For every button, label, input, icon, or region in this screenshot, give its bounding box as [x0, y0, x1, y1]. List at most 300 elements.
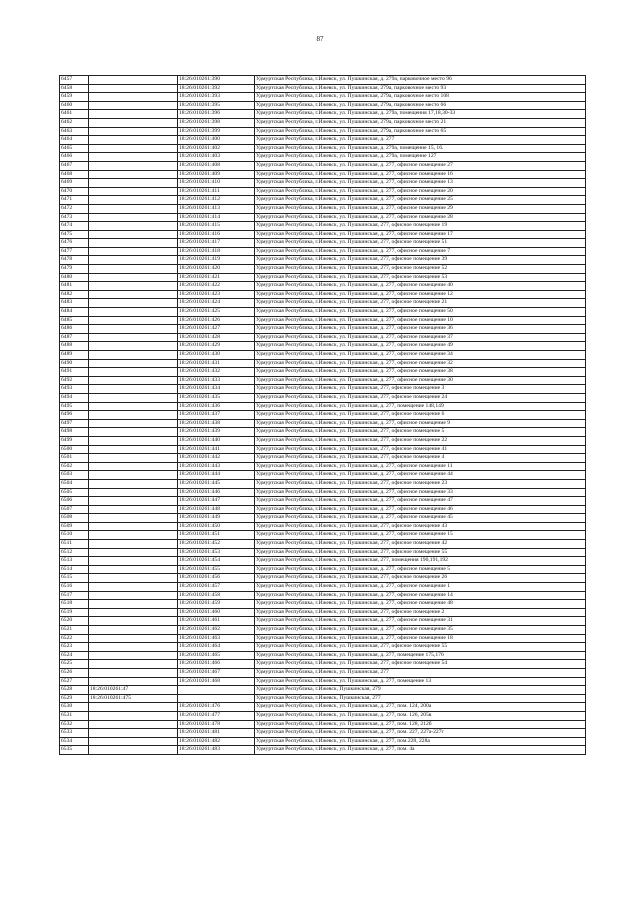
address-cell: Удмуртская Республика, г.Ижевск, ул. Пушкинская, д. 277, помещение 148,149	[255, 402, 586, 411]
address-cell: Удмуртская Республика, г.Ижевск, ул. Пушкинская, 277, офисное помещение 22	[255, 436, 586, 445]
cadastral-number-cell	[89, 488, 178, 497]
cadastral-number-cell	[89, 93, 178, 102]
row-number-cell: 6504	[60, 479, 89, 488]
room-cadastral-number-cell: 18:26:010261:417	[178, 239, 255, 248]
room-cadastral-number-cell: 18:26:010261:478	[178, 720, 255, 729]
room-cadastral-number-cell: 18:26:010261:420	[178, 265, 255, 274]
table-row	[60, 368, 586, 377]
cadastral-number-cell	[89, 436, 178, 445]
row-number-cell: 6487	[60, 333, 89, 342]
table-row	[60, 213, 586, 222]
row-number-cell: 6461	[60, 110, 89, 119]
room-cadastral-number-cell: 18:26:010261:456	[178, 574, 255, 583]
table-row	[60, 540, 586, 549]
row-number-cell: 6474	[60, 222, 89, 231]
table-row	[60, 548, 586, 557]
table-row	[60, 325, 586, 334]
cadastral-number-cell	[89, 600, 178, 609]
room-cadastral-number-cell: 18:26:010261:399	[178, 127, 255, 136]
table-row	[60, 488, 586, 497]
row-number-cell: 6513	[60, 557, 89, 566]
row-number-cell: 6523	[60, 643, 89, 652]
row-number-cell: 6530	[60, 703, 89, 712]
room-cadastral-number-cell: 18:26:010261:441	[178, 445, 255, 454]
table-row	[60, 351, 586, 360]
table-row	[60, 720, 586, 729]
room-cadastral-number-cell: 18:26:010261:423	[178, 290, 255, 299]
address-cell: Удмуртская Республика, г.Ижевск, ул. Пушкинская, д. 277, пом.228, 228а	[255, 737, 586, 746]
room-cadastral-number-cell: 18:26:010261:467	[178, 668, 255, 677]
table-row	[60, 479, 586, 488]
cadastral-number-cell	[89, 445, 178, 454]
address-cell: Удмуртская Республика, г.Ижевск, ул. Пушкинская, 277, офисное помещение 42	[255, 540, 586, 549]
cadastral-number-cell	[89, 393, 178, 402]
registry-table-body	[60, 76, 586, 755]
room-cadastral-number-cell: 18:26:010261:448	[178, 505, 255, 514]
room-cadastral-number-cell: 18:26:010261:413	[178, 204, 255, 213]
address-cell: Удмуртская Республика, г.Ижевск, ул. Пушкинская, д. 277, офисное помещение 28	[255, 213, 586, 222]
row-number-cell: 6464	[60, 136, 89, 145]
address-cell: Удмуртская Республика, г.Ижевск, ул. Пушкинская, 277, офисное помещение 39	[255, 256, 586, 265]
table-row	[60, 308, 586, 317]
address-cell: Удмуртская Республика, г.Ижевск, ул. Пушкинская, д. 277, помещение 13	[255, 677, 586, 686]
address-cell: Удмуртская Республика, г.Ижевск, ул. Пушкинская, д. 277, пом. 128, 212б	[255, 720, 586, 729]
room-cadastral-number-cell: 18:26:010261:395	[178, 101, 255, 110]
room-cadastral-number-cell: 18:26:010261:454	[178, 557, 255, 566]
row-number-cell: 6522	[60, 634, 89, 643]
room-cadastral-number-cell: 18:26:010261:434	[178, 385, 255, 394]
table-row	[60, 333, 586, 342]
room-cadastral-number-cell: 18:26:010261:409	[178, 170, 255, 179]
registry-table	[59, 75, 586, 755]
cadastral-number-cell	[89, 634, 178, 643]
room-cadastral-number-cell: 18:26:010261:412	[178, 196, 255, 205]
table-row	[60, 385, 586, 394]
table-row	[60, 600, 586, 609]
room-cadastral-number-cell: 18:26:010261:477	[178, 711, 255, 720]
address-cell: Удмуртская Республика, г.Ижевск, ул. Пушкинская, д. 277, пом. 126, 205в	[255, 711, 586, 720]
address-cell: Удмуртская Республика, г.Ижевск, ул. Пушкинская, 277, офисное помещение 6	[255, 411, 586, 420]
room-cadastral-number-cell: 18:26:010261:466	[178, 660, 255, 669]
cadastral-number-cell	[89, 204, 178, 213]
row-number-cell: 6490	[60, 359, 89, 368]
row-number-cell: 6463	[60, 127, 89, 136]
row-number-cell: 6512	[60, 548, 89, 557]
cadastral-number-cell	[89, 179, 178, 188]
cadastral-number-cell	[89, 419, 178, 428]
address-cell: Удмуртская Республика, г.Ижевск, ул. Пушкинская, д. 277, офисное помещение 17	[255, 230, 586, 239]
room-cadastral-number-cell: 18:26:010261:408	[178, 161, 255, 170]
address-cell: Удмуртская Республика, г.Ижевск, ул. Пушкинская, 277	[255, 668, 586, 677]
row-number-cell: 6526	[60, 668, 89, 677]
table-row	[60, 342, 586, 351]
row-number-cell: 6469	[60, 179, 89, 188]
cadastral-number-cell	[89, 359, 178, 368]
row-number-cell: 6467	[60, 161, 89, 170]
table-row	[60, 402, 586, 411]
room-cadastral-number-cell: 18:26:010261:439	[178, 428, 255, 437]
cadastral-number-cell	[89, 479, 178, 488]
cadastral-number-cell	[89, 256, 178, 265]
room-cadastral-number-cell: 18:26:010261:426	[178, 316, 255, 325]
room-cadastral-number-cell: 18:26:010261:451	[178, 531, 255, 540]
cadastral-number-cell	[89, 608, 178, 617]
room-cadastral-number-cell: 18:26:010261:390	[178, 76, 255, 85]
address-cell: Удмуртская Республика, г.Ижевск, ул. Пушкинская, д. 277, офисное помещение 7	[255, 247, 586, 256]
address-cell: Удмуртская Республика, г.Ижевск, ул. Пушкинская, д. 279а, помещение 15, 16.	[255, 144, 586, 153]
address-cell: Удмуртская Республика, г.Ижевск, ул. Пушкинская, д. 277, офисное помещение 32	[255, 359, 586, 368]
row-number-cell: 6532	[60, 720, 89, 729]
table-row	[60, 161, 586, 170]
room-cadastral-number-cell: 18:26:010261:458	[178, 591, 255, 600]
room-cadastral-number-cell: 18:26:010261:437	[178, 411, 255, 420]
row-number-cell: 6486	[60, 325, 89, 334]
row-number-cell: 6516	[60, 583, 89, 592]
address-cell: Удмуртская Республика, г.Ижевск, ул. Пушкинская, д. 277, офисное помещение 20	[255, 187, 586, 196]
table-row	[60, 660, 586, 669]
address-cell: Удмуртская Республика, г.Ижевск, ул. Пушкинская, 277, помещения 190,191,192	[255, 557, 586, 566]
room-cadastral-number-cell: 18:26:010261:462	[178, 626, 255, 635]
cadastral-number-cell	[89, 471, 178, 480]
cadastral-number-cell	[89, 711, 178, 720]
address-cell: Удмуртская Республика, г.Ижевск, ул. Пушкинская, д. 279а, парковочное место 96	[255, 76, 586, 85]
cadastral-number-cell	[89, 411, 178, 420]
room-cadastral-number-cell: 18:26:010261:460	[178, 608, 255, 617]
row-number-cell: 6502	[60, 462, 89, 471]
cadastral-number-cell	[89, 729, 178, 738]
cadastral-number-cell	[89, 617, 178, 626]
cadastral-number-cell	[89, 505, 178, 514]
cadastral-number-cell	[89, 746, 178, 755]
room-cadastral-number-cell: 18:26:010261:421	[178, 273, 255, 282]
row-number-cell: 6470	[60, 187, 89, 196]
room-cadastral-number-cell: 18:26:010261:476	[178, 703, 255, 712]
row-number-cell: 6483	[60, 299, 89, 308]
cadastral-number-cell	[89, 462, 178, 471]
table-row	[60, 531, 586, 540]
row-number-cell: 6525	[60, 660, 89, 669]
room-cadastral-number-cell: 18:26:010261:452	[178, 540, 255, 549]
row-number-cell: 6458	[60, 84, 89, 93]
table-row	[60, 686, 586, 695]
room-cadastral-number-cell: 18:26:010261:464	[178, 643, 255, 652]
address-cell: Удмуртская Республика, г.Ижевск, ул. Пушкинская, д. 277, помещение 175,176	[255, 651, 586, 660]
row-number-cell: 6477	[60, 247, 89, 256]
row-number-cell: 6535	[60, 746, 89, 755]
table-row	[60, 144, 586, 153]
row-number-cell: 6517	[60, 591, 89, 600]
row-number-cell: 6492	[60, 376, 89, 385]
cadastral-number-cell	[89, 76, 178, 85]
room-cadastral-number-cell: 18:26:010261:449	[178, 514, 255, 523]
room-cadastral-number-cell: 18:26:010261:457	[178, 583, 255, 592]
address-cell: Удмуртская Республика, г.Ижевск, ул. Пушкинская, 279а, парковочное место 66	[255, 101, 586, 110]
cadastral-number-cell	[89, 196, 178, 205]
table-row	[60, 256, 586, 265]
row-number-cell: 6480	[60, 273, 89, 282]
room-cadastral-number-cell: 18:26:010261:427	[178, 325, 255, 334]
address-cell: Удмуртская Республика, г.Ижевск, ул. Пушкинская, 277, офисное помещение 24	[255, 393, 586, 402]
cadastral-number-cell	[89, 282, 178, 291]
room-cadastral-number-cell: 18:26:010261:482	[178, 737, 255, 746]
table-row	[60, 110, 586, 119]
table-row	[60, 265, 586, 274]
table-row	[60, 127, 586, 136]
address-cell: Удмуртская Республика, г.Ижевск, Пушкинская, 277	[255, 694, 586, 703]
cadastral-number-cell	[89, 273, 178, 282]
address-cell: Удмуртская Республика, г.Ижевск, ул. Пушкинская, д. 277, офисное помещение 47	[255, 497, 586, 506]
row-number-cell: 6500	[60, 445, 89, 454]
row-number-cell: 6484	[60, 308, 89, 317]
room-cadastral-number-cell: 18:26:010261:432	[178, 368, 255, 377]
cadastral-number-cell	[89, 187, 178, 196]
table-row	[60, 118, 586, 127]
address-cell: Удмуртская Республика, г.Ижевск, ул. Пушкинская, д. 277, офисное помещение 30	[255, 376, 586, 385]
room-cadastral-number-cell: 18:26:010261:461	[178, 617, 255, 626]
cadastral-number-cell	[89, 548, 178, 557]
table-row	[60, 557, 586, 566]
row-number-cell: 6499	[60, 436, 89, 445]
table-row	[60, 471, 586, 480]
room-cadastral-number-cell: 18:26:010261:483	[178, 746, 255, 755]
address-cell: Удмуртская Республика, г.Ижевск, ул. Пушкинская, 279а, парковочное место 65	[255, 127, 586, 136]
address-cell: Удмуртская Республика, г.Ижевск, ул. Пушкинская, 279а, парковочное место 21	[255, 118, 586, 127]
table-row	[60, 282, 586, 291]
cadastral-number-cell	[89, 497, 178, 506]
address-cell: Удмуртская Республика, г.Ижевск, ул. Пушкинская, д. 277, офисное помещение 37	[255, 333, 586, 342]
cadastral-number-cell	[89, 591, 178, 600]
cadastral-number-cell	[89, 333, 178, 342]
cadastral-number-cell	[89, 222, 178, 231]
table-row	[60, 694, 586, 703]
row-number-cell: 6479	[60, 265, 89, 274]
row-number-cell: 6497	[60, 419, 89, 428]
table-row	[60, 222, 586, 231]
row-number-cell: 6472	[60, 204, 89, 213]
address-cell: Удмуртская Республика, г.Ижевск, ул. Пушкинская, д. 277	[255, 136, 586, 145]
row-number-cell: 6521	[60, 626, 89, 635]
cadastral-number-cell	[89, 351, 178, 360]
row-number-cell: 6528	[60, 686, 89, 695]
cadastral-number-cell	[89, 402, 178, 411]
row-number-cell: 6468	[60, 170, 89, 179]
address-cell: Удмуртская Республика, г.Ижевск, ул. Пушкинская, д. 277, офисное помещение 25	[255, 196, 586, 205]
address-cell: Удмуртская Республика, г.Ижевск, ул. Пушкинская, 277, офисное помещение 51	[255, 239, 586, 248]
table-row	[60, 462, 586, 471]
row-number-cell: 6524	[60, 651, 89, 660]
row-number-cell: 6515	[60, 574, 89, 583]
table-row	[60, 204, 586, 213]
room-cadastral-number-cell: 18:26:010261:403	[178, 153, 255, 162]
table-row	[60, 436, 586, 445]
table-row	[60, 445, 586, 454]
room-cadastral-number-cell: 18:26:010261:446	[178, 488, 255, 497]
cadastral-number-cell	[89, 247, 178, 256]
row-number-cell: 6519	[60, 608, 89, 617]
table-row	[60, 591, 586, 600]
cadastral-number-cell	[89, 170, 178, 179]
cadastral-number-cell	[89, 668, 178, 677]
table-row	[60, 737, 586, 746]
cadastral-number-cell	[89, 565, 178, 574]
room-cadastral-number-cell: 18:26:010261:442	[178, 454, 255, 463]
table-row	[60, 196, 586, 205]
room-cadastral-number-cell: 18:26:010261:398	[178, 118, 255, 127]
address-cell: Удмуртская Республика, г.Ижевск, ул. Пушкинская, д. 277, офисное помещение 27	[255, 161, 586, 170]
room-cadastral-number-cell: 18:26:010261:428	[178, 333, 255, 342]
row-number-cell: 6488	[60, 342, 89, 351]
address-cell: Удмуртская Республика, г.Ижевск, ул. Пушкинская, д. 277, офисное помещение 38	[255, 368, 586, 377]
row-number-cell: 6493	[60, 385, 89, 394]
row-number-cell: 6459	[60, 93, 89, 102]
address-cell: Удмуртская Республика, г.Ижевск, ул. Пушкинская, д. 277, офисное помещение 44	[255, 471, 586, 480]
cadastral-number-cell	[89, 514, 178, 523]
room-cadastral-number-cell: 18:26:010261:463	[178, 634, 255, 643]
row-number-cell: 6509	[60, 522, 89, 531]
room-cadastral-number-cell: 18:26:010261:450	[178, 522, 255, 531]
address-cell: Удмуртская Республика, г.Ижевск, ул. Пушкинская, д. 277, офисное помещение 45	[255, 514, 586, 523]
row-number-cell: 6534	[60, 737, 89, 746]
cadastral-number-cell	[89, 342, 178, 351]
table-row	[60, 316, 586, 325]
table-row	[60, 428, 586, 437]
room-cadastral-number-cell	[178, 694, 255, 703]
page-number: 87	[316, 35, 324, 43]
room-cadastral-number-cell: 18:26:010261:402	[178, 144, 255, 153]
address-cell: Удмуртская Республика, г.Ижевск, ул. Пушкинская, 277, офисное помещение 43	[255, 522, 586, 531]
room-cadastral-number-cell: 18:26:010261:444	[178, 471, 255, 480]
row-number-cell: 6460	[60, 101, 89, 110]
table-row	[60, 359, 586, 368]
room-cadastral-number-cell: 18:26:010261:392	[178, 84, 255, 93]
row-number-cell: 6466	[60, 153, 89, 162]
table-row	[60, 643, 586, 652]
cadastral-number-cell	[89, 376, 178, 385]
table-row	[60, 273, 586, 282]
table-row	[60, 290, 586, 299]
table-row	[60, 497, 586, 506]
table-row	[60, 583, 586, 592]
address-cell: Удмуртская Республика, г.Ижевск, ул. Пушкинская, 277, офисное помещение 55	[255, 548, 586, 557]
cadastral-number-cell	[89, 385, 178, 394]
table-row	[60, 668, 586, 677]
room-cadastral-number-cell: 18:26:010261:429	[178, 342, 255, 351]
table-row	[60, 179, 586, 188]
address-cell: Удмуртская Республика, г.Ижевск, ул. Пушкинская, д. 277, офисное помещение 31	[255, 617, 586, 626]
address-cell: Удмуртская Республика, г.Ижевск, ул. Пушкинская, 277, офисное помещение 55	[255, 643, 586, 652]
row-number-cell: 6518	[60, 600, 89, 609]
table-row	[60, 411, 586, 420]
address-cell: Удмуртская Республика, г.Ижевск, ул. Пушкинская, д. 277, офисное помещение 18	[255, 634, 586, 643]
room-cadastral-number-cell: 18:26:010261:440	[178, 436, 255, 445]
address-cell: Удмуртская Республика, г.Ижевск, ул. Пушкинская, д. 277, офисное помещение 10	[255, 316, 586, 325]
address-cell: Удмуртская Республика, г.Ижевск, ул. Пушкинская, 277, офисное помещение 23	[255, 479, 586, 488]
room-cadastral-number-cell: 18:26:010261:424	[178, 299, 255, 308]
cadastral-number-cell	[89, 574, 178, 583]
address-cell: Удмуртская Республика, г.Ижевск, ул. Пушкинская, д. 279а, помещения 17,18,30-33	[255, 110, 586, 119]
row-number-cell: 6496	[60, 411, 89, 420]
room-cadastral-number-cell: 18:26:010261:414	[178, 213, 255, 222]
row-number-cell: 6529	[60, 694, 89, 703]
table-row	[60, 651, 586, 660]
address-cell: Удмуртская Республика, г.Ижевск, ул. Пушкинская, д. 277, пом. 4а	[255, 746, 586, 755]
cadastral-number-cell	[89, 651, 178, 660]
address-cell: Удмуртская Республика, г.Ижевск, ул. Пушкинская, д. 277, офисное помещение 14	[255, 591, 586, 600]
cadastral-number-cell	[89, 118, 178, 127]
row-number-cell: 6511	[60, 540, 89, 549]
address-cell: Удмуртская Республика, г.Ижевск, ул. Пушкинская, 277, офисное помещение 5	[255, 428, 586, 437]
room-cadastral-number-cell: 18:26:010261:436	[178, 402, 255, 411]
room-cadastral-number-cell: 18:26:010261:459	[178, 600, 255, 609]
address-cell: Удмуртская Республика, г.Ижевск, ул. Пушкинская, д. 277, офисное помещение 16	[255, 170, 586, 179]
room-cadastral-number-cell: 18:26:010261:438	[178, 419, 255, 428]
address-cell: Удмуртская Республика, г.Ижевск, ул. Пушкинская, д. 277, офисное помещение 15	[255, 531, 586, 540]
table-row	[60, 247, 586, 256]
table-row	[60, 514, 586, 523]
row-number-cell: 6506	[60, 497, 89, 506]
table-row	[60, 522, 586, 531]
cadastral-number-cell	[89, 136, 178, 145]
address-cell: Удмуртская Республика, г.Ижевск, ул. Пушкинская, д. 277, офисное помещение 34	[255, 351, 586, 360]
cadastral-number-cell	[89, 110, 178, 119]
address-cell: Удмуртская Республика, г.Ижевск, ул. Пушкинская, д. 277, офисное помещение 1	[255, 583, 586, 592]
row-number-cell: 6489	[60, 351, 89, 360]
table-row	[60, 393, 586, 402]
table-row	[60, 505, 586, 514]
table-row	[60, 136, 586, 145]
address-cell: Удмуртская Республика, г.Ижевск, ул. Пушкинская, д. 277, офисное помещение 12	[255, 290, 586, 299]
row-number-cell: 6498	[60, 428, 89, 437]
row-number-cell: 6491	[60, 368, 89, 377]
room-cadastral-number-cell: 18:26:010261:431	[178, 359, 255, 368]
address-cell: Удмуртская Республика, г.Ижевск, ул. Пушкинская, 277, офисное помещение 54	[255, 660, 586, 669]
row-number-cell: 6494	[60, 393, 89, 402]
room-cadastral-number-cell: 18:26:010261:435	[178, 393, 255, 402]
cadastral-number-cell	[89, 316, 178, 325]
room-cadastral-number-cell: 18:26:010261:411	[178, 187, 255, 196]
address-cell: Удмуртская Республика, г.Ижевск, ул. Пушкинская, 277, офисное помещение 26	[255, 574, 586, 583]
address-cell: Удмуртская Республика, г.Ижевск, ул. Пушкинская, д. 277, офисное помещение 13	[255, 179, 586, 188]
address-cell: Удмуртская Республика, г.Ижевск, ул. Пушкинская, д. 277, офисное помещение 9	[255, 419, 586, 428]
room-cadastral-number-cell: 18:26:010261:445	[178, 479, 255, 488]
row-number-cell: 6457	[60, 76, 89, 85]
table-row	[60, 101, 586, 110]
address-cell: Удмуртская Республика, г.Ижевск, ул. Пушкинская, 277, офисное помещение 41	[255, 445, 586, 454]
address-cell: Удмуртская Республика, г.Ижевск, ул. Пушкинская, 279а, парковочное место 108	[255, 93, 586, 102]
table-row	[60, 617, 586, 626]
table-row	[60, 454, 586, 463]
table-row	[60, 565, 586, 574]
address-cell: Удмуртская Республика, г.Ижевск, ул. Пушкинская, д. 277, офисное помещение 36	[255, 325, 586, 334]
row-number-cell: 6533	[60, 729, 89, 738]
cadastral-number-cell	[89, 557, 178, 566]
cadastral-number-cell	[89, 84, 178, 93]
table-row	[60, 230, 586, 239]
address-cell: Удмуртская Республика, г.Ижевск, ул. Пушкинская, 277, офисное помещение 3	[255, 385, 586, 394]
room-cadastral-number-cell: 18:26:010261:465	[178, 651, 255, 660]
address-cell: Удмуртская Республика, г.Ижевск, ул. Пушкинская, д. 277, офисное помещение 49	[255, 342, 586, 351]
cadastral-number-cell	[89, 737, 178, 746]
room-cadastral-number-cell: 18:26:010261:416	[178, 230, 255, 239]
table-row	[60, 187, 586, 196]
table-row	[60, 711, 586, 720]
cadastral-number-cell	[89, 308, 178, 317]
cadastral-number-cell	[89, 290, 178, 299]
cadastral-number-cell	[89, 531, 178, 540]
table-row	[60, 626, 586, 635]
table-row	[60, 574, 586, 583]
address-cell: Удмуртская Республика, г.Ижевск, ул. Пушкинская, 277, офисное помещение 4	[255, 454, 586, 463]
